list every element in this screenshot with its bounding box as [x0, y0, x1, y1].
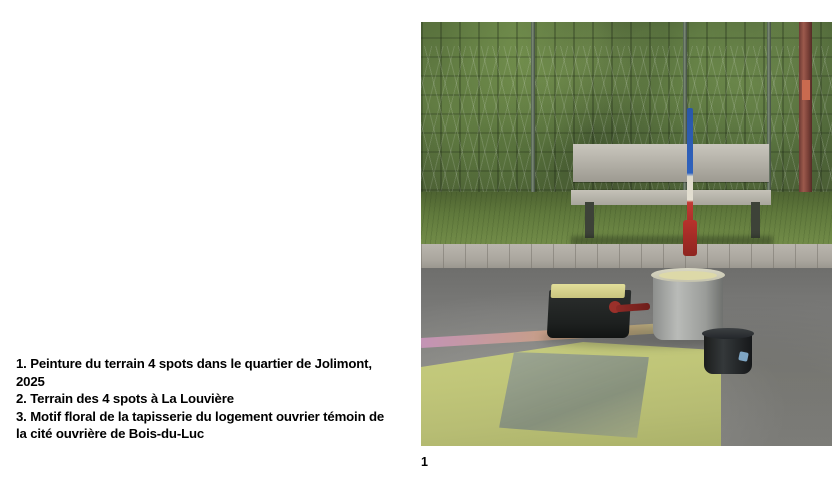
bench-leg [751, 202, 760, 238]
paint-bucket-small-label [738, 351, 749, 362]
paint-surface [659, 271, 717, 280]
caption-line-2: 2. Terrain des 4 spots à La Louvière [16, 391, 234, 406]
bench-leg [585, 202, 594, 238]
paint-tray-contents [551, 284, 626, 298]
caption-block [16, 355, 396, 443]
wet-paint-patch [499, 352, 649, 438]
paint-roller-pole [687, 108, 693, 226]
caption-line-3: 3. Motif floral de la tapisserie du logement ouvrier témoin de la cité ouvrière de Bois-du-Luc [16, 408, 388, 441]
figure-image [421, 22, 832, 446]
bench-seat [571, 190, 771, 205]
photo-canvas [421, 22, 832, 446]
caption-line-1: 1. Peinture du terrain 4 spots dans le quartier de Jolimont, 2025 [16, 356, 376, 389]
figure-number: 1 [421, 455, 428, 469]
paint-roller-head [683, 220, 697, 256]
bench-backrest [573, 144, 769, 182]
red-pole-marker [802, 80, 810, 100]
fence-post [531, 22, 535, 198]
paint-bucket-small-rim [702, 328, 754, 339]
